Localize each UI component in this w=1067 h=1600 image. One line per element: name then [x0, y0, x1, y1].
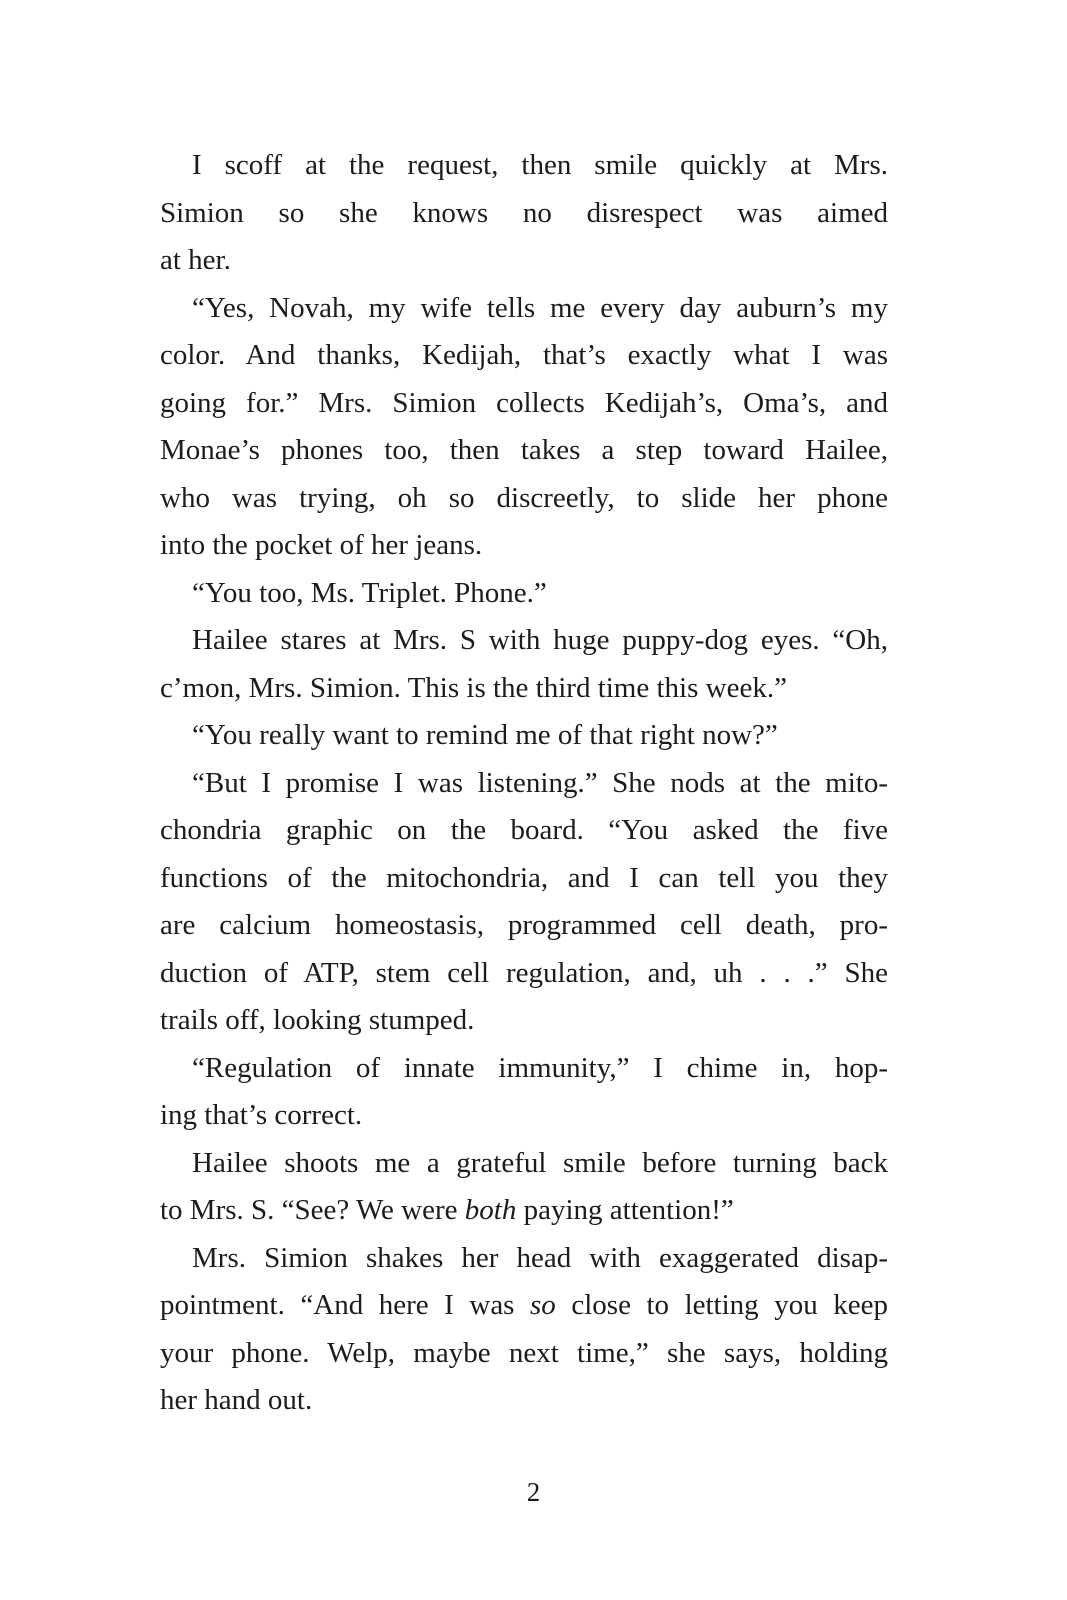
text-line	[160, 1282, 888, 1330]
text-line: ing that’s correct.	[160, 1099, 363, 1131]
text-line: Mrs. Simion shakes her head with exaggerated disap-	[192, 1241, 888, 1274]
text-line: color. And thanks, Kedijah, that’s exactly what I was	[160, 339, 888, 371]
text-line: into the pocket of her jeans.	[160, 529, 483, 561]
text-run: close to letting you keep	[555, 1289, 888, 1321]
text-run: pointment. “And here I was	[160, 1289, 531, 1321]
text-line: “You too, Ms. Triplet. Phone.”	[192, 576, 547, 609]
text-line: who was trying, oh so discreetly, to slide her phone	[160, 481, 888, 514]
text-line: your phone. Welp, maybe next time,” she says, holding	[160, 1336, 888, 1369]
text-line: Monae’s phones too, then takes a step toward Hailee,	[160, 434, 888, 466]
italic-text: both	[464, 1194, 517, 1226]
text-line: functions of the mitochondria, and I can tell you they	[160, 861, 888, 894]
text-run: paying attention!”	[516, 1194, 734, 1226]
text-line: at her.	[160, 244, 231, 276]
text-line: I scoff at the request, then smile quickly at Mrs.	[192, 149, 888, 181]
text-line: “You really want to remind me of that right now?”	[192, 719, 778, 751]
body-text	[160, 142, 888, 1425]
text-line: “Regulation of innate immunity,” I chime in, hop-	[192, 1051, 888, 1084]
page-number: 2	[526, 1477, 541, 1507]
text-line: chondria graphic on the board. “You asked the five	[160, 814, 888, 846]
text-line: “Yes, Novah, my wife tells me every day auburn’s my	[192, 291, 888, 324]
text-line: going for.” Mrs. Simion collects Kedijah’s, Oma’s, and	[160, 386, 888, 419]
text-line: Simion so she knows no disrespect was aimed	[160, 196, 888, 229]
text-run: to Mrs. S. “See? We were	[160, 1194, 465, 1226]
italic-text: so	[530, 1289, 556, 1321]
text-line	[160, 1187, 888, 1235]
text-line: Hailee shoots me a grateful smile before turning back	[192, 1146, 888, 1179]
text-line: her hand out.	[160, 1384, 313, 1416]
text-line: “But I promise I was listening.” She nods at the mito-	[192, 766, 888, 799]
text-line: duction of ATP, stem cell regulation, and, uh . . .” She	[160, 956, 888, 989]
text-line: c’mon, Mrs. Simion. This is the third time this week.”	[160, 671, 787, 704]
text-line: trails off, looking stumped.	[160, 1004, 475, 1036]
text-line: are calcium homeostasis, programmed cell death, pro-	[160, 909, 888, 941]
text-line: Hailee stares at Mrs. S with huge puppy-dog eyes. “Oh,	[192, 624, 888, 656]
